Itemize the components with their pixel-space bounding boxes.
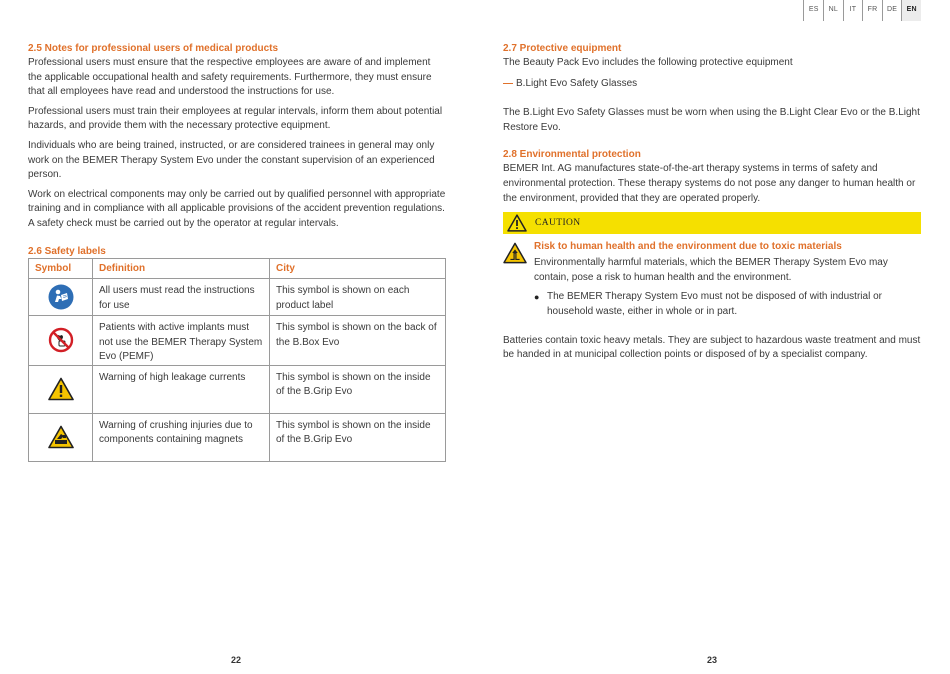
table-row: [29, 316, 446, 366]
page-number-left: 22: [231, 655, 242, 665]
location-cell: This symbol is shown on the back of the B.Box Evo: [270, 316, 446, 366]
section-2-7-paragraph-2: The B.Light Evo Safety Glasses must be worn when using the B.Light Clear Evo or the B.Light Restore Evo.: [503, 107, 920, 133]
lang-tab-en[interactable]: EN: [901, 0, 921, 21]
section-2-6-heading: 2.6 Safety labels: [28, 245, 106, 257]
definition-cell: Warning of high leakage currents: [93, 365, 270, 413]
caution-label: CAUTION: [535, 217, 581, 228]
risk-text: Environmentally harmful materials, which the BEMER Therapy System Evo may contain, pose a risk to human health and the environment.: [534, 257, 888, 283]
dash-bullet-icon: —: [503, 77, 513, 89]
risk-heading: Risk to human health and the environment due to toxic materials: [534, 241, 842, 253]
location-cell: This symbol is shown on the inside of the B.Grip Evo: [270, 413, 446, 461]
symbol-cell: [29, 413, 93, 461]
lang-tab-de[interactable]: DE: [882, 0, 902, 21]
section-2-8-heading: 2.8 Environmental protection: [503, 149, 641, 161]
magnet-crush-warning-icon: [48, 425, 74, 449]
bullet-dot-icon: ●: [534, 292, 540, 303]
symbol-cell: [29, 316, 93, 366]
environment-hazard-icon: [503, 242, 527, 264]
section-2-7-heading: 2.7 Protective equipment: [503, 43, 622, 54]
safety-labels-table: [28, 258, 446, 462]
table-row: [29, 365, 446, 413]
section-2-5-paragraph-4: Work on electrical components may only be carried out by qualified personnel with appropriate training and in compliance with all applicable provisions of the accident prevention regulations. A safety check must be carried out by the operator at regular intervals.: [28, 188, 446, 229]
table-row: [29, 413, 446, 461]
table-header-definition: Definition: [93, 259, 270, 279]
location-cell: This symbol is shown on the inside of the B.Grip Evo: [270, 365, 446, 413]
lang-tab-es[interactable]: ES: [803, 0, 823, 21]
section-2-5-paragraph-3: Individuals who are being trained, instructed, or are considered trainees in general may only work on the BEMER Therapy System Evo under the constant supervision of an experienced person.: [28, 139, 435, 181]
lang-tab-fr[interactable]: FR: [862, 0, 882, 21]
definition-cell: Patients with active implants must not use the BEMER Therapy System Evo (PEMF): [93, 316, 270, 366]
table-row: [29, 279, 446, 316]
lang-tab-it[interactable]: IT: [843, 0, 863, 21]
symbol-cell: [29, 279, 93, 316]
risk-bullet-text: The BEMER Therapy System Evo must not be disposed of with industrial or household waste, either in whole or in part.: [547, 291, 882, 317]
caution-banner: [503, 212, 921, 234]
definition-cell: Warning of crushing injuries due to components containing magnets: [93, 413, 270, 461]
risk-block: [503, 240, 921, 319]
section-2-5-paragraph-2: Professional users must train their employees at regular intervals, inform them about potential hazards, and provide them with the necessary protective equipment.: [28, 105, 443, 132]
section-2-8-paragraph-2: Batteries contain toxic heavy metals. They are subject to hazardous waste treatment and must be handed in at municipal collection points or disposed of by a specialist company.: [503, 334, 921, 361]
list-item: [534, 290, 921, 319]
right-page: [503, 42, 921, 363]
caution-triangle-icon: [507, 214, 527, 232]
list-item: [503, 77, 921, 92]
left-page: [28, 42, 446, 259]
definition-cell: All users must read the instructions for use: [93, 279, 270, 316]
no-active-implants-icon: [48, 327, 74, 353]
lang-tab-nl[interactable]: NL: [823, 0, 843, 21]
section-2-5-heading: 2.5 Notes for professional users of medical products: [28, 43, 279, 54]
section-2-5-paragraph-1: Professional users must ensure that the respective employees are aware of and implement the applicable occupational health and safety requirements. Furthermore, they must ensure that all employees have read and understood the instructions for use.: [28, 57, 432, 98]
page-number-right: 23: [707, 655, 718, 665]
language-tabs: [803, 0, 921, 21]
warning-icon: [48, 377, 74, 401]
table-header-location: City: [270, 259, 446, 279]
location-cell: This symbol is shown on each product label: [270, 279, 446, 316]
protective-item-label: B.Light Evo Safety Glasses: [516, 77, 638, 89]
read-instructions-icon: [48, 284, 74, 310]
symbol-cell: [29, 365, 93, 413]
table-header-symbol: Symbol: [29, 259, 93, 279]
section-2-7-paragraph-1: The Beauty Pack Evo includes the following protective equipment: [503, 57, 793, 68]
section-2-8-paragraph-1: BEMER Int. AG manufactures state-of-the-art therapy systems in terms of safety and environmental protection. These therapy systems do not pose any danger to human health or the environment, provided that they are operated properly.: [503, 163, 916, 204]
